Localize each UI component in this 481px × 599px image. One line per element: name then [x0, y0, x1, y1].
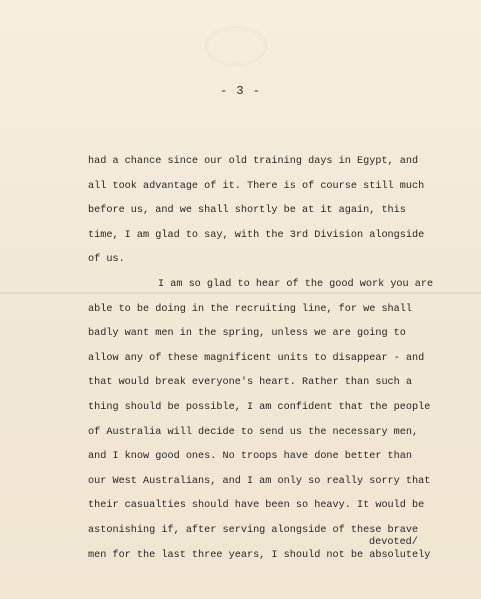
text-line: that would break everyone's heart. Rather than such a: [88, 377, 413, 389]
text-line: and I know good ones. No troops have done better than: [88, 451, 413, 463]
text-line: badly want men in the spring, unless we are going to: [88, 328, 406, 340]
text-line: had a chance since our old training days in Egypt, and: [88, 156, 419, 167]
embossed-crest: [205, 26, 267, 66]
text-line: all took advantage of it. There is of course still much: [88, 180, 425, 192]
text-line: time, I am glad to say, with the 3rd Division alongside: [88, 229, 425, 241]
text-line: able to be doing in the recruiting line, for we shall: [88, 303, 413, 315]
text-line: astonishing if, after serving alongside of these brave: [88, 524, 419, 536]
text-line: I am so glad to hear of the good work you are: [158, 278, 434, 290]
page-number: - 3 -: [219, 84, 261, 98]
text-line: of Australia will decide to send us the necessary men,: [88, 426, 419, 438]
letter-body: [88, 150, 468, 568]
text-line: men for the last three years, I should not be absolutely: [88, 549, 431, 561]
text-line: their casualties should have been so heavy. It would be: [88, 500, 425, 512]
text-line: of us.: [88, 254, 125, 266]
text-line: our West Australians, and I am only so really sorry that: [88, 475, 431, 487]
text-line: before us, and we shall shortly be at it again, this: [88, 205, 406, 217]
text-line: allow any of these magnificent units to disappear - and: [88, 352, 425, 364]
text-line: thing should be possible, I am confident that the people: [88, 401, 431, 413]
catchword: devoted/: [369, 537, 418, 548]
